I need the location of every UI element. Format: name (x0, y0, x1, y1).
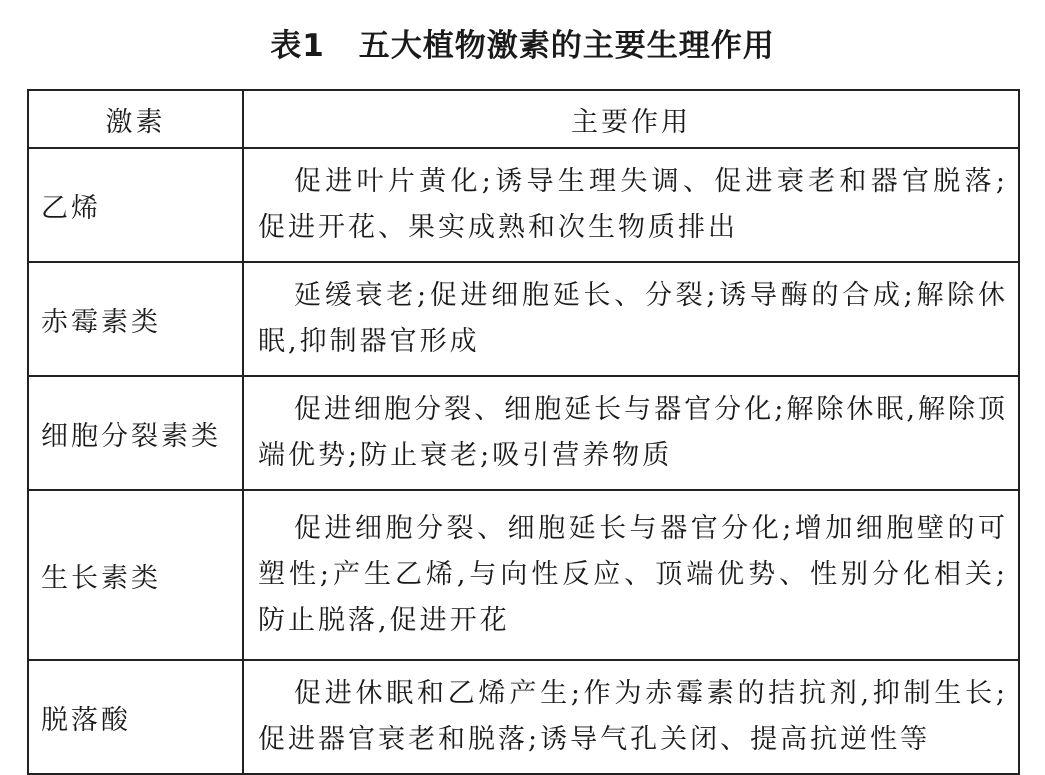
hormone-name: 生长素类 (28, 490, 243, 660)
hormone-name: 脱落酸 (28, 660, 243, 774)
table-header-row (28, 90, 1019, 148)
hormone-effect: 延缓衰老;促进细胞延长、分裂;诱导酶的合成;解除休眠,抑制器官形成 (243, 262, 1019, 376)
hormone-name: 赤霉素类 (28, 262, 243, 376)
column-header-hormone: 激素 (28, 90, 243, 148)
hormone-effect: 促进叶片黄化;诱导生理失调、促进衰老和器官脱落;促进开花、果实成熟和次生物质排出 (243, 148, 1019, 262)
hormone-effect: 促进细胞分裂、细胞延长与器官分化;增加细胞壁的可塑性;产生乙烯,与向性反应、顶端优势、性别分化相关;防止脱落,促进开花 (243, 490, 1019, 660)
hormone-effect: 促进细胞分裂、细胞延长与器官分化;解除休眠,解除顶端优势;防止衰老;吸引营养物质 (243, 376, 1019, 490)
table-row (28, 262, 1019, 376)
table-title (0, 20, 1045, 65)
column-header-effect: 主要作用 (243, 90, 1019, 148)
hormone-table (27, 89, 1020, 775)
hormone-effect: 促进休眠和乙烯产生;作为赤霉素的拮抗剂,抑制生长;促进器官衰老和脱落;诱导气孔关闭、提高抗逆性等 (243, 660, 1019, 774)
table-caption: 五大植物激素的主要生理作用 (358, 28, 775, 64)
hormone-name: 细胞分裂素类 (28, 376, 243, 490)
table-row (28, 148, 1019, 262)
hormone-name: 乙烯 (28, 148, 243, 262)
table-row (28, 490, 1019, 660)
table-number: 表1 (270, 28, 325, 64)
table-row (28, 660, 1019, 774)
table-row (28, 376, 1019, 490)
